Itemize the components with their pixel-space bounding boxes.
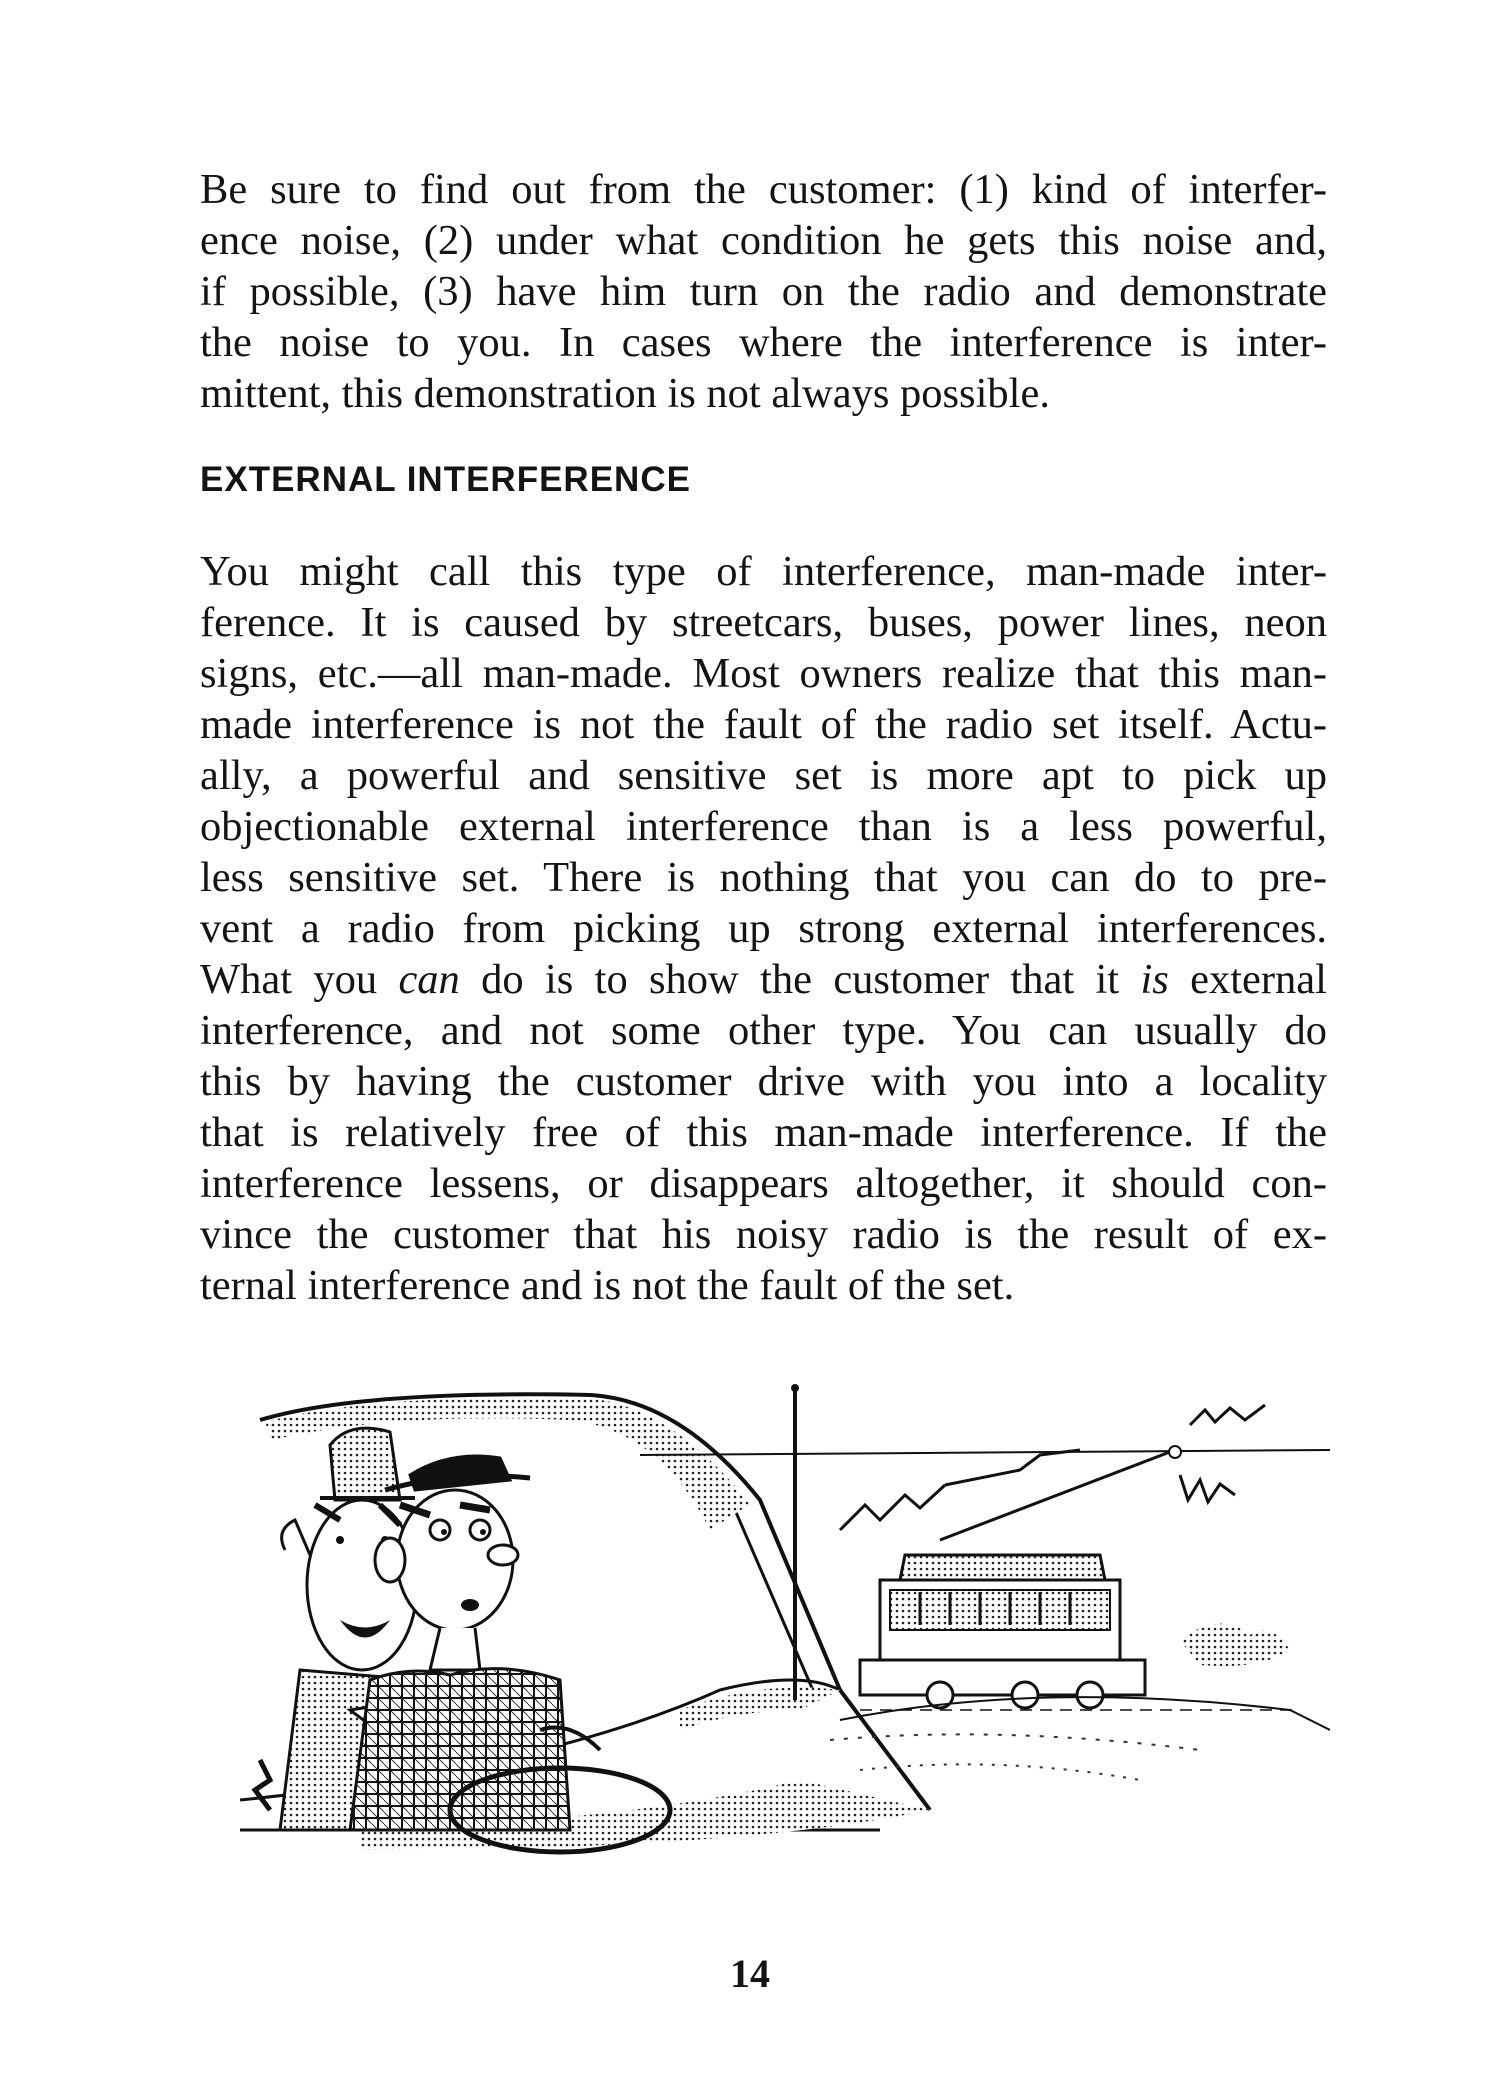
text-line: interference, and not some other type. You can usually do [200,1007,1327,1054]
interference-zigzag [840,1405,1265,1530]
text-line: less sensitive set. There is nothing that you can do to pre- [200,854,1327,901]
text-line: vince the customer that his noisy radio is the result of ex- [200,1211,1327,1258]
text-line: the noise to you. In cases where the interference is inter- [200,319,1327,366]
text-line: objectionable external interference than is a less powerful, [200,803,1327,850]
car-streetcar-illustration [240,1380,1330,1880]
text-line: You might call this type of interference, man-made inter- [200,548,1327,595]
text-run: What you [200,956,399,1003]
text-line: interference lessens, or disappears altogether, it should con- [200,1160,1327,1207]
text-run: do is to show the customer that it [459,956,1141,1003]
text-line: mittent, this demonstration is not always possible. [200,370,1050,417]
text-line: ternal interference and is not the fault of the set. [200,1262,1015,1309]
text-line: Be sure to find out from the customer: (1) kind of interfer- [200,166,1327,213]
text-line: ference. It is caused by streetcars, buses, power lines, neon [200,599,1327,646]
text-line: this by having the customer drive with you into a locality [200,1058,1327,1105]
text-line: ence noise, (2) under what condition he gets this noise and, [200,217,1327,264]
customer-figure [350,1456,670,1852]
text-line: made interference is not the fault of the radio set itself. Actu- [200,701,1327,748]
text-line: that is relatively free of this man-made interference. If the [200,1109,1327,1156]
text-line: if possible, (3) have him turn on the radio and demonstrate [200,268,1327,315]
page-number: 14 [730,1951,770,1996]
intro-paragraph [200,164,1327,419]
emphasis-is: is [1140,956,1169,1003]
text-line: ally, a powerful and sensitive set is more apt to pick up [200,752,1327,799]
body-paragraph [200,546,1327,1311]
text-run: external [1168,956,1327,1003]
text-line: signs, etc.—all man-made. Most owners realize that this man- [200,650,1327,697]
emphasis-can: can [398,956,460,1003]
section-heading: EXTERNAL INTERFERENCE [200,460,691,499]
text-line: vent a radio from picking up strong external interferences. [200,905,1327,952]
text-line [200,954,1327,1005]
